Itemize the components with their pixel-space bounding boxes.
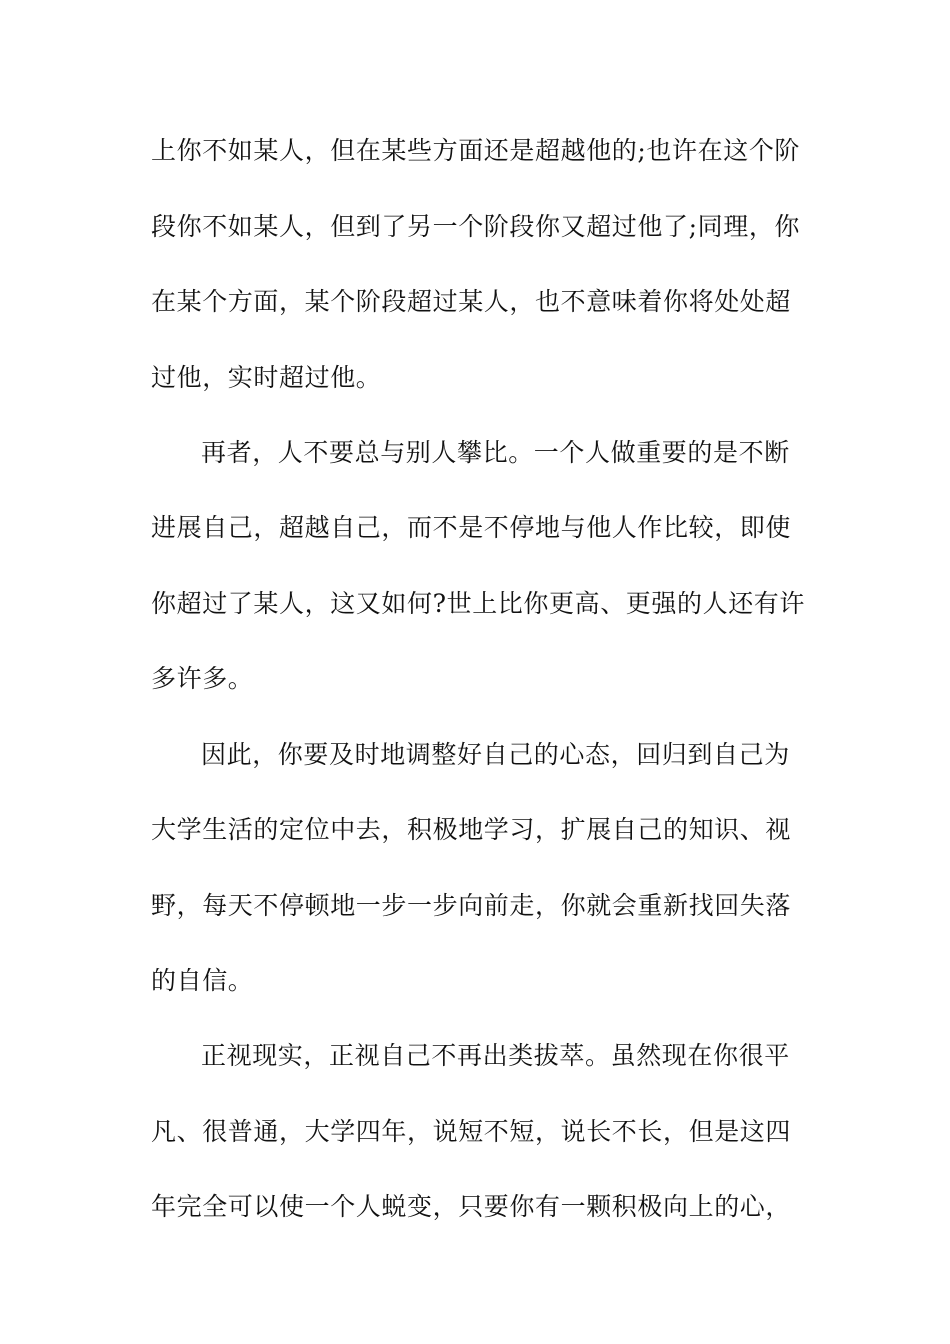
text-line: 凡、很普通，大学四年，说短不短，说长不长，但是这四 (151, 1117, 792, 1146)
text-line: 多许多。 (151, 664, 254, 693)
text-line: 的自信。 (151, 966, 254, 995)
text-line: 过他，实时超过他。 (151, 363, 382, 392)
paragraph-first-line: 因此，你要及时地调整好自己的心态，回归到自己为 (201, 740, 790, 769)
text-line: 在某个方面，某个阶段超过某人，也不意味着你将处处超 (151, 287, 792, 316)
text-line: 上你不如某人，但在某些方面还是超越他的;也许在这个阶 (151, 136, 801, 165)
text-line: 你超过了某人，这又如何?世上比你更高、更强的人还有许 (151, 589, 806, 618)
paragraph-first-line: 正视现实，正视自己不再出类拔萃。虽然现在你很平 (201, 1041, 790, 1070)
text-line: 进展自己，超越自己，而不是不停地与他人作比较，即使 (151, 513, 792, 542)
text-line: 大学生活的定位中去，积极地学习，扩展自己的知识、视 (151, 815, 792, 844)
text-line: 段你不如某人，但到了另一个阶段你又超过他了;同理，你 (151, 212, 801, 241)
text-line: 年完全可以使一个人蜕变，只要你有一颗积极向上的心， (151, 1192, 792, 1221)
paragraph-first-line: 再者，人不要总与别人攀比。一个人做重要的是不断 (201, 438, 790, 467)
text-line: 野，每天不停顿地一步一步向前走，你就会重新找回失落 (151, 891, 792, 920)
